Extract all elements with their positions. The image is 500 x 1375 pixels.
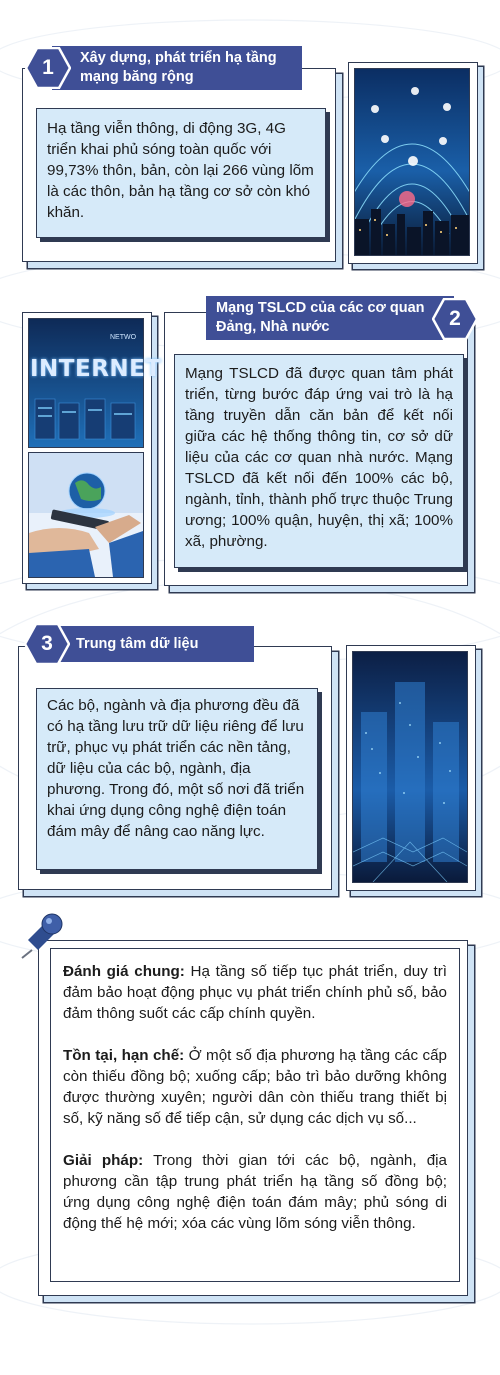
section-2-text: Mạng TSLCD đã được quan tâm phát triển, từng bước đáp ứng vai trò là hạ tầng truyền dẫn căn bản để kết nối giữa các hệ thống thông tin, cơ sở dữ liệu của các cơ quan nhà nước. Mạng TSLCD đã kết nối đến 100% các bộ, ngành, tỉnh, thành phố trực thuộc Trung ương; 100% quận, huyện, thị xã; 100% xã, phường.	[174, 354, 464, 568]
section-3-title-bar	[52, 626, 254, 662]
summary-solution	[63, 1150, 447, 1234]
section-3-text: Các bộ, ngành và địa phương đều đã có hạ tầng lưu trữ dữ liệu riêng để lưu trữ, phục vụ phát triển các nền tảng, dữ liệu của các bộ, ngành, địa phương. Trong đó, một số nơi đã triển khai ứng dụng công nghệ điện toán đám mây để nâng cao năng lực.	[36, 688, 318, 870]
section-1-text: Hạ tầng viễn thông, di động 3G, 4G triển khai phủ sóng toàn quốc với 99,73% thôn, bản, còn lại 266 vùng lõm là các thôn, bản hạ tầng cơ sở còn khó khăn.	[36, 108, 326, 238]
summary-issues-label: Tồn tại, hạn chế:	[63, 1047, 185, 1064]
section-2-number-badge	[432, 298, 478, 340]
summary-general-text: Hạ tầng số tiếp tục phát triển, duy trì đảm bảo hoạt động phục vụ phát triển chính phủ số, bảo đảm thông suốt các cấp chính quyền.	[63, 963, 447, 1022]
section-3-number-badge	[24, 623, 70, 665]
smart-city-network-image	[354, 68, 470, 256]
internet-word: INTERNET	[30, 356, 162, 382]
network-label: NETWO	[110, 334, 137, 341]
section-3-title: Trung tâm dữ liệu	[76, 635, 199, 652]
summary-text	[50, 948, 460, 1282]
section-1-title-bar	[52, 46, 302, 90]
section-1-title: Xây dựng, phát triển hạ tầng mạng băng rộng	[80, 50, 277, 85]
section-1-number-badge	[25, 47, 71, 89]
summary-general-label: Đánh giá chung:	[63, 963, 185, 980]
data-center-image	[352, 651, 468, 883]
summary-issues	[63, 1045, 447, 1129]
summary-solution-text: Trong thời gian tới các bộ, ngành, địa phương cần tập trung phát triển hạ tầng số đồng bộ; ứng dụng công nghệ điện toán đám mây; phủ sóng di động thế hệ mới; xóa các vùng lõm sóng viễn thông.	[63, 1152, 447, 1232]
summary-issues-text: Ở một số địa phương hạ tầng các cấp còn thiếu đồng bộ; xuống cấp; bảo trì bảo dưỡng không được thường xuyên; người dân còn thiếu trang thiết bị số, kỹ năng số để tiếp cận, sử dụng các dịch vụ số...	[63, 1047, 447, 1127]
section-2-title-bar	[206, 296, 454, 340]
summary-solution-label: Giải pháp:	[63, 1152, 144, 1169]
section-2-number: 2	[449, 307, 461, 330]
summary-general	[63, 961, 447, 1024]
section-3-number: 3	[41, 632, 53, 655]
pushpin-icon	[18, 910, 72, 960]
section-2-title: Mạng TSLCD của các cơ quan Đảng, Nhà nước	[216, 300, 425, 335]
section-1-number: 1	[42, 56, 54, 79]
globe-tablet-image	[28, 452, 144, 578]
